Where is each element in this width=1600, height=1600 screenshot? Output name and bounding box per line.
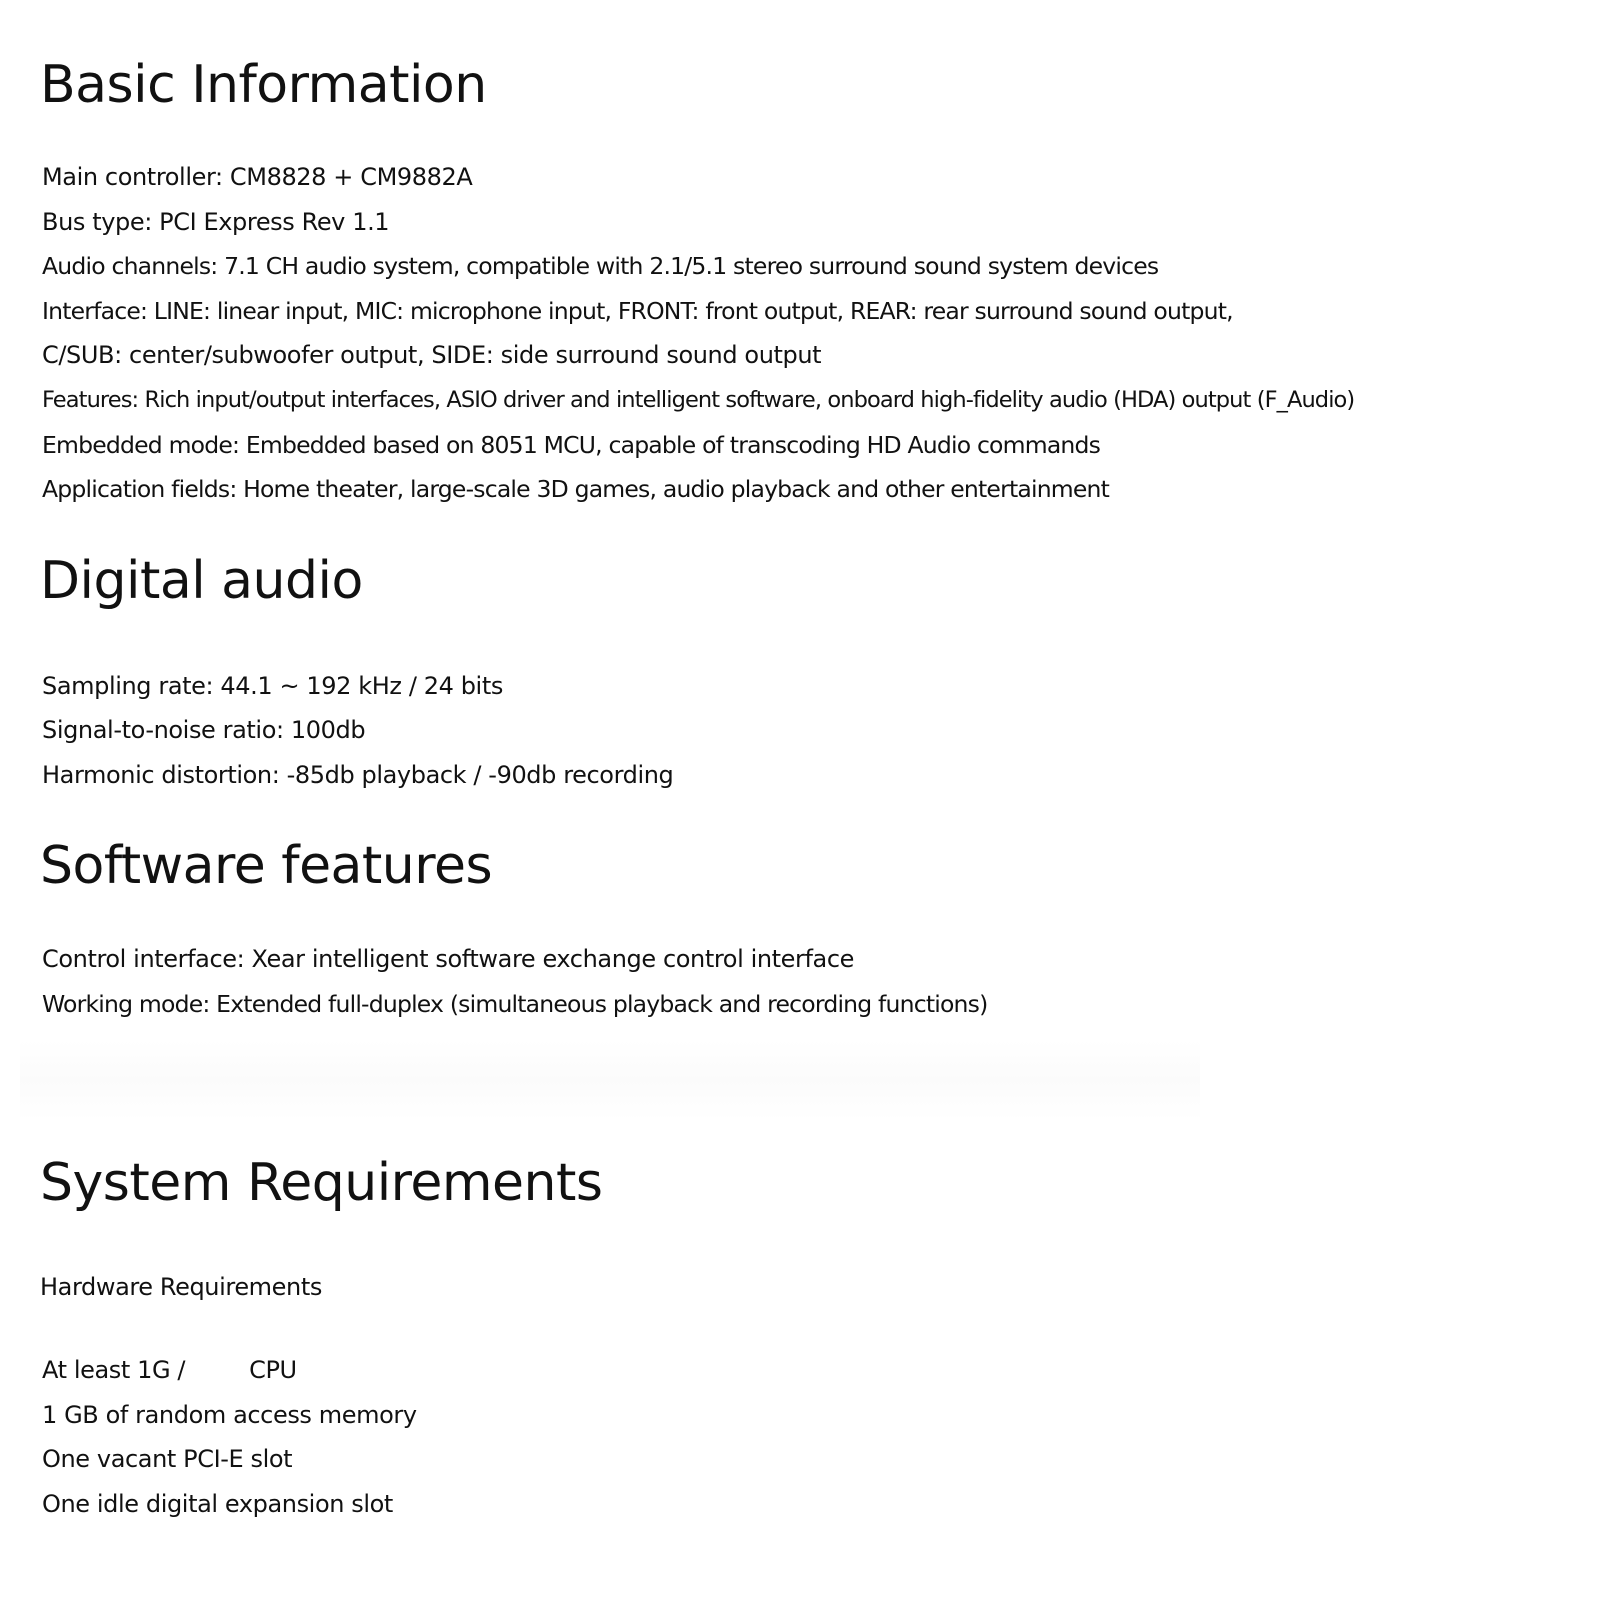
main-controller-text: Main controller: CM8828 + CM9882A: [42, 163, 473, 191]
harmonic-distortion-text: Harmonic distortion: -85db playback / -90db recording: [42, 761, 674, 789]
embedded-mode-text: Embedded mode: Embedded based on 8051 MCU, capable of transcoding HD Audio commands: [42, 431, 1101, 459]
digital-audio-heading: Digital audio: [40, 551, 363, 611]
features-text: Features: Rich input/output interfaces, ASIO driver and intelligent software, onboard high-fidelity audio (HDA) output (F_Audio): [42, 387, 1355, 413]
sampling-rate-text: Sampling rate: 44.1 ~ 192 kHz / 24 bits: [42, 672, 503, 700]
cpu-suffix: CPU: [249, 1356, 297, 1384]
interface-text: Interface: LINE: linear input, MIC: microphone input, FRONT: front output, REAR: rear surround sound output,: [42, 297, 1233, 325]
memory-requirement-text: 1 GB of random access memory: [42, 1401, 417, 1429]
hardware-requirements-subtitle: Hardware Requirements: [40, 1273, 322, 1301]
control-interface-text: Control interface: Xear intelligent software exchange control interface: [42, 945, 855, 973]
pcie-slot-requirement-text: One vacant PCI-E slot: [42, 1445, 293, 1473]
working-mode-text: Working mode: Extended full-duplex (simultaneous playback and recording functions): [42, 990, 988, 1018]
snr-text: Signal-to-noise ratio: 100db: [42, 716, 366, 744]
faded-band: [20, 1040, 1200, 1120]
basic-information-heading: Basic Information: [40, 55, 487, 115]
audio-channels-text: Audio channels: 7.1 CH audio system, compatible with 2.1/5.1 stereo surround sound system devices: [42, 252, 1159, 280]
system-requirements-heading: System Requirements: [40, 1153, 603, 1213]
interface-continued-text: C/SUB: center/subwoofer output, SIDE: side surround sound output: [42, 341, 822, 369]
cpu-requirement-text: [42, 1354, 297, 1386]
cpu-prefix: At least 1G /: [42, 1356, 186, 1384]
application-fields-text: Application fields: Home theater, large-scale 3D games, audio playback and other entertainment: [42, 475, 1110, 503]
bus-type-text: Bus type: PCI Express Rev 1.1: [42, 208, 390, 236]
software-features-heading: Software features: [40, 836, 493, 896]
expansion-slot-requirement-text: One idle digital expansion slot: [42, 1490, 393, 1518]
